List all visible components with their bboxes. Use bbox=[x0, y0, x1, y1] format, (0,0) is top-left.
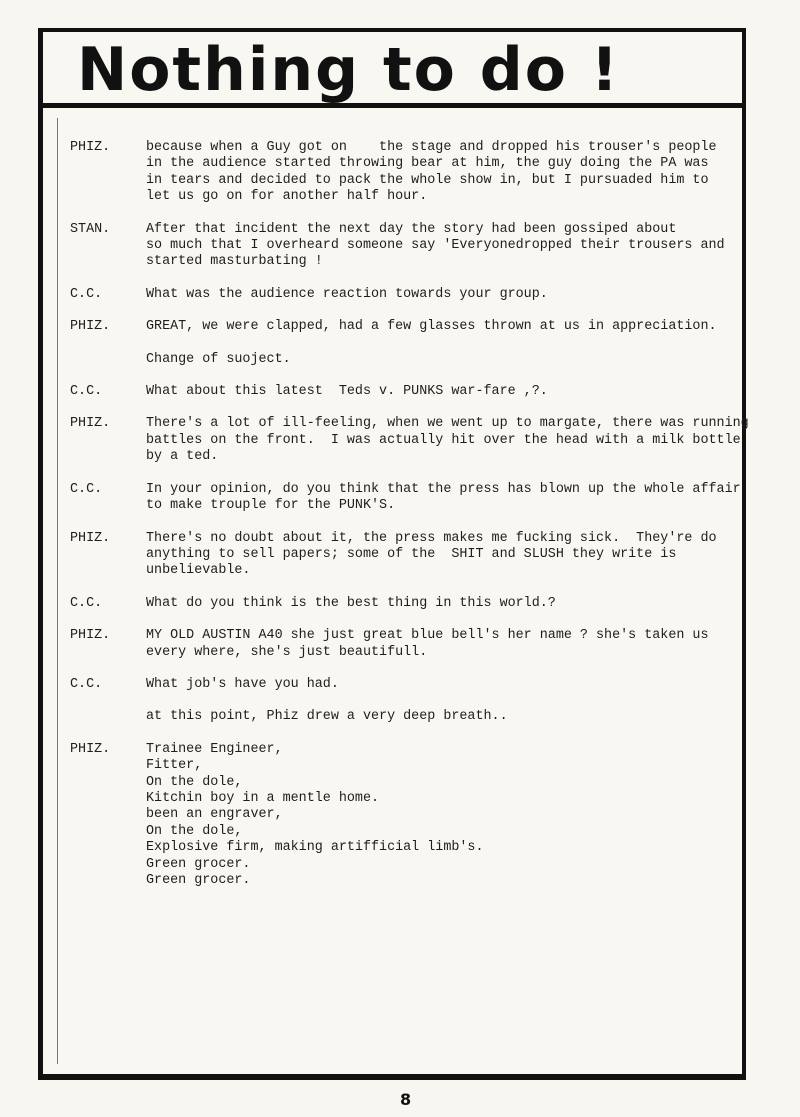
stage-note-1: Change of suoject. bbox=[146, 351, 291, 367]
speaker-name: C.C. bbox=[70, 481, 103, 497]
speech-line: What about this latest Teds v. PUNKS war-fare ,?. bbox=[146, 384, 548, 400]
speech-line: let us go on for another half hour. bbox=[146, 189, 428, 205]
speech-line: After that incident the next day the story had been gossiped about bbox=[146, 221, 677, 237]
job-item: Green grocer. bbox=[146, 856, 251, 872]
jobs-list bbox=[146, 742, 758, 890]
speech-text bbox=[146, 140, 758, 206]
speech-text bbox=[146, 319, 758, 335]
speech-line: What was the audience reaction towards your group. bbox=[146, 286, 548, 302]
dialogue-entry bbox=[70, 319, 760, 335]
speech-line: every where, she's just beautifull. bbox=[146, 644, 428, 660]
speaker-name: PHIZ. bbox=[70, 416, 111, 432]
speech-text bbox=[146, 596, 758, 612]
speech-line: to make trouple for the PUNK'S. bbox=[146, 498, 396, 514]
dialogue-entry bbox=[70, 531, 760, 580]
speaker-name: PHIZ. bbox=[70, 530, 111, 546]
dialogue-entry bbox=[70, 482, 760, 515]
speaker-name: PHIZ. bbox=[70, 140, 111, 155]
dialogue-entry bbox=[70, 287, 760, 303]
speech-line: so much that I overheard someone say 'Everyonedropped their trousers and bbox=[146, 238, 725, 254]
jobs-entry bbox=[70, 742, 760, 890]
job-item: Explosive firm, making artifficial limb's. bbox=[146, 840, 484, 856]
speech-line: by a ted. bbox=[146, 449, 219, 465]
dialogue-entry bbox=[70, 416, 760, 465]
inner-rule bbox=[57, 118, 58, 1064]
speech-text bbox=[146, 628, 758, 661]
speech-line: battles on the front. I was actually hit over the head with a milk bottle bbox=[146, 432, 741, 448]
speech-line: There's a lot of ill-feeling, when we went up to margate, there was running bbox=[146, 416, 749, 432]
job-item: Green grocer. bbox=[146, 873, 251, 888]
speaker-name: C.C. bbox=[70, 595, 103, 611]
speech-line: GREAT, we were clapped, had a few glasses thrown at us in appreciation. bbox=[146, 319, 717, 335]
job-item: Trainee Engineer, bbox=[146, 741, 283, 757]
speaker-name: C.C. bbox=[70, 286, 103, 302]
speech-line: unbelievable. bbox=[146, 563, 251, 579]
speech-text bbox=[146, 531, 758, 580]
dialogue-entry bbox=[70, 677, 760, 693]
job-item: Kitchin boy in a mentle home. bbox=[146, 790, 380, 806]
dialogue-entry bbox=[70, 596, 760, 612]
speech-text bbox=[146, 384, 758, 400]
page-number: 8 bbox=[400, 1090, 412, 1109]
job-item: been an engraver, bbox=[146, 807, 283, 823]
speech-line: because when a Guy got on the stage and dropped his trouser's people bbox=[146, 140, 717, 155]
speaker-name: PHIZ. bbox=[70, 741, 111, 757]
speech-line: started masturbating ! bbox=[146, 254, 323, 270]
speech-text bbox=[146, 482, 758, 515]
speaker-name: PHIZ. bbox=[70, 628, 111, 644]
job-item: On the dole, bbox=[146, 823, 243, 839]
dialogue-entry bbox=[70, 222, 760, 271]
speaker-name: C.C. bbox=[70, 384, 103, 400]
speech-text bbox=[146, 416, 758, 465]
speech-line: MY OLD AUSTIN A40 she just great blue bell's her name ? she's taken us bbox=[146, 628, 709, 644]
interview-transcript bbox=[70, 140, 760, 905]
speech-line: What job's have you had. bbox=[146, 676, 339, 692]
speaker-name: STAN. bbox=[70, 221, 111, 237]
job-item: On the dole, bbox=[146, 774, 243, 790]
dialogue-block-2 bbox=[70, 384, 760, 693]
speech-line: anything to sell papers; some of the SHIT and SLUSH they write is bbox=[146, 546, 677, 562]
page-title: Nothing to do ! bbox=[77, 35, 621, 105]
dialogue-block-1 bbox=[70, 140, 760, 336]
title-box bbox=[43, 32, 742, 108]
speech-line: There's no doubt about it, the press makes me fucking sick. They're do bbox=[146, 530, 717, 546]
speech-text bbox=[146, 287, 758, 303]
job-item: Fitter, bbox=[146, 758, 203, 774]
speaker-name: PHIZ. bbox=[70, 319, 111, 335]
dialogue-entry bbox=[70, 628, 760, 661]
speech-text bbox=[146, 677, 758, 693]
speech-line: In your opinion, do you think that the press has blown up the whole affair bbox=[146, 481, 741, 497]
speaker-name: C.C. bbox=[70, 676, 103, 692]
dialogue-entry bbox=[70, 384, 760, 400]
stage-note-2: at this point, Phiz drew a very deep breath.. bbox=[146, 709, 508, 725]
dialogue-entry bbox=[70, 140, 760, 206]
speech-line: in tears and decided to pack the whole show in, but I pursuaded him to bbox=[146, 172, 709, 188]
speech-text bbox=[146, 222, 758, 271]
speech-line: What do you think is the best thing in this world.? bbox=[146, 595, 556, 611]
speech-line: in the audience started throwing bear at him, the guy doing the PA was bbox=[146, 156, 709, 172]
